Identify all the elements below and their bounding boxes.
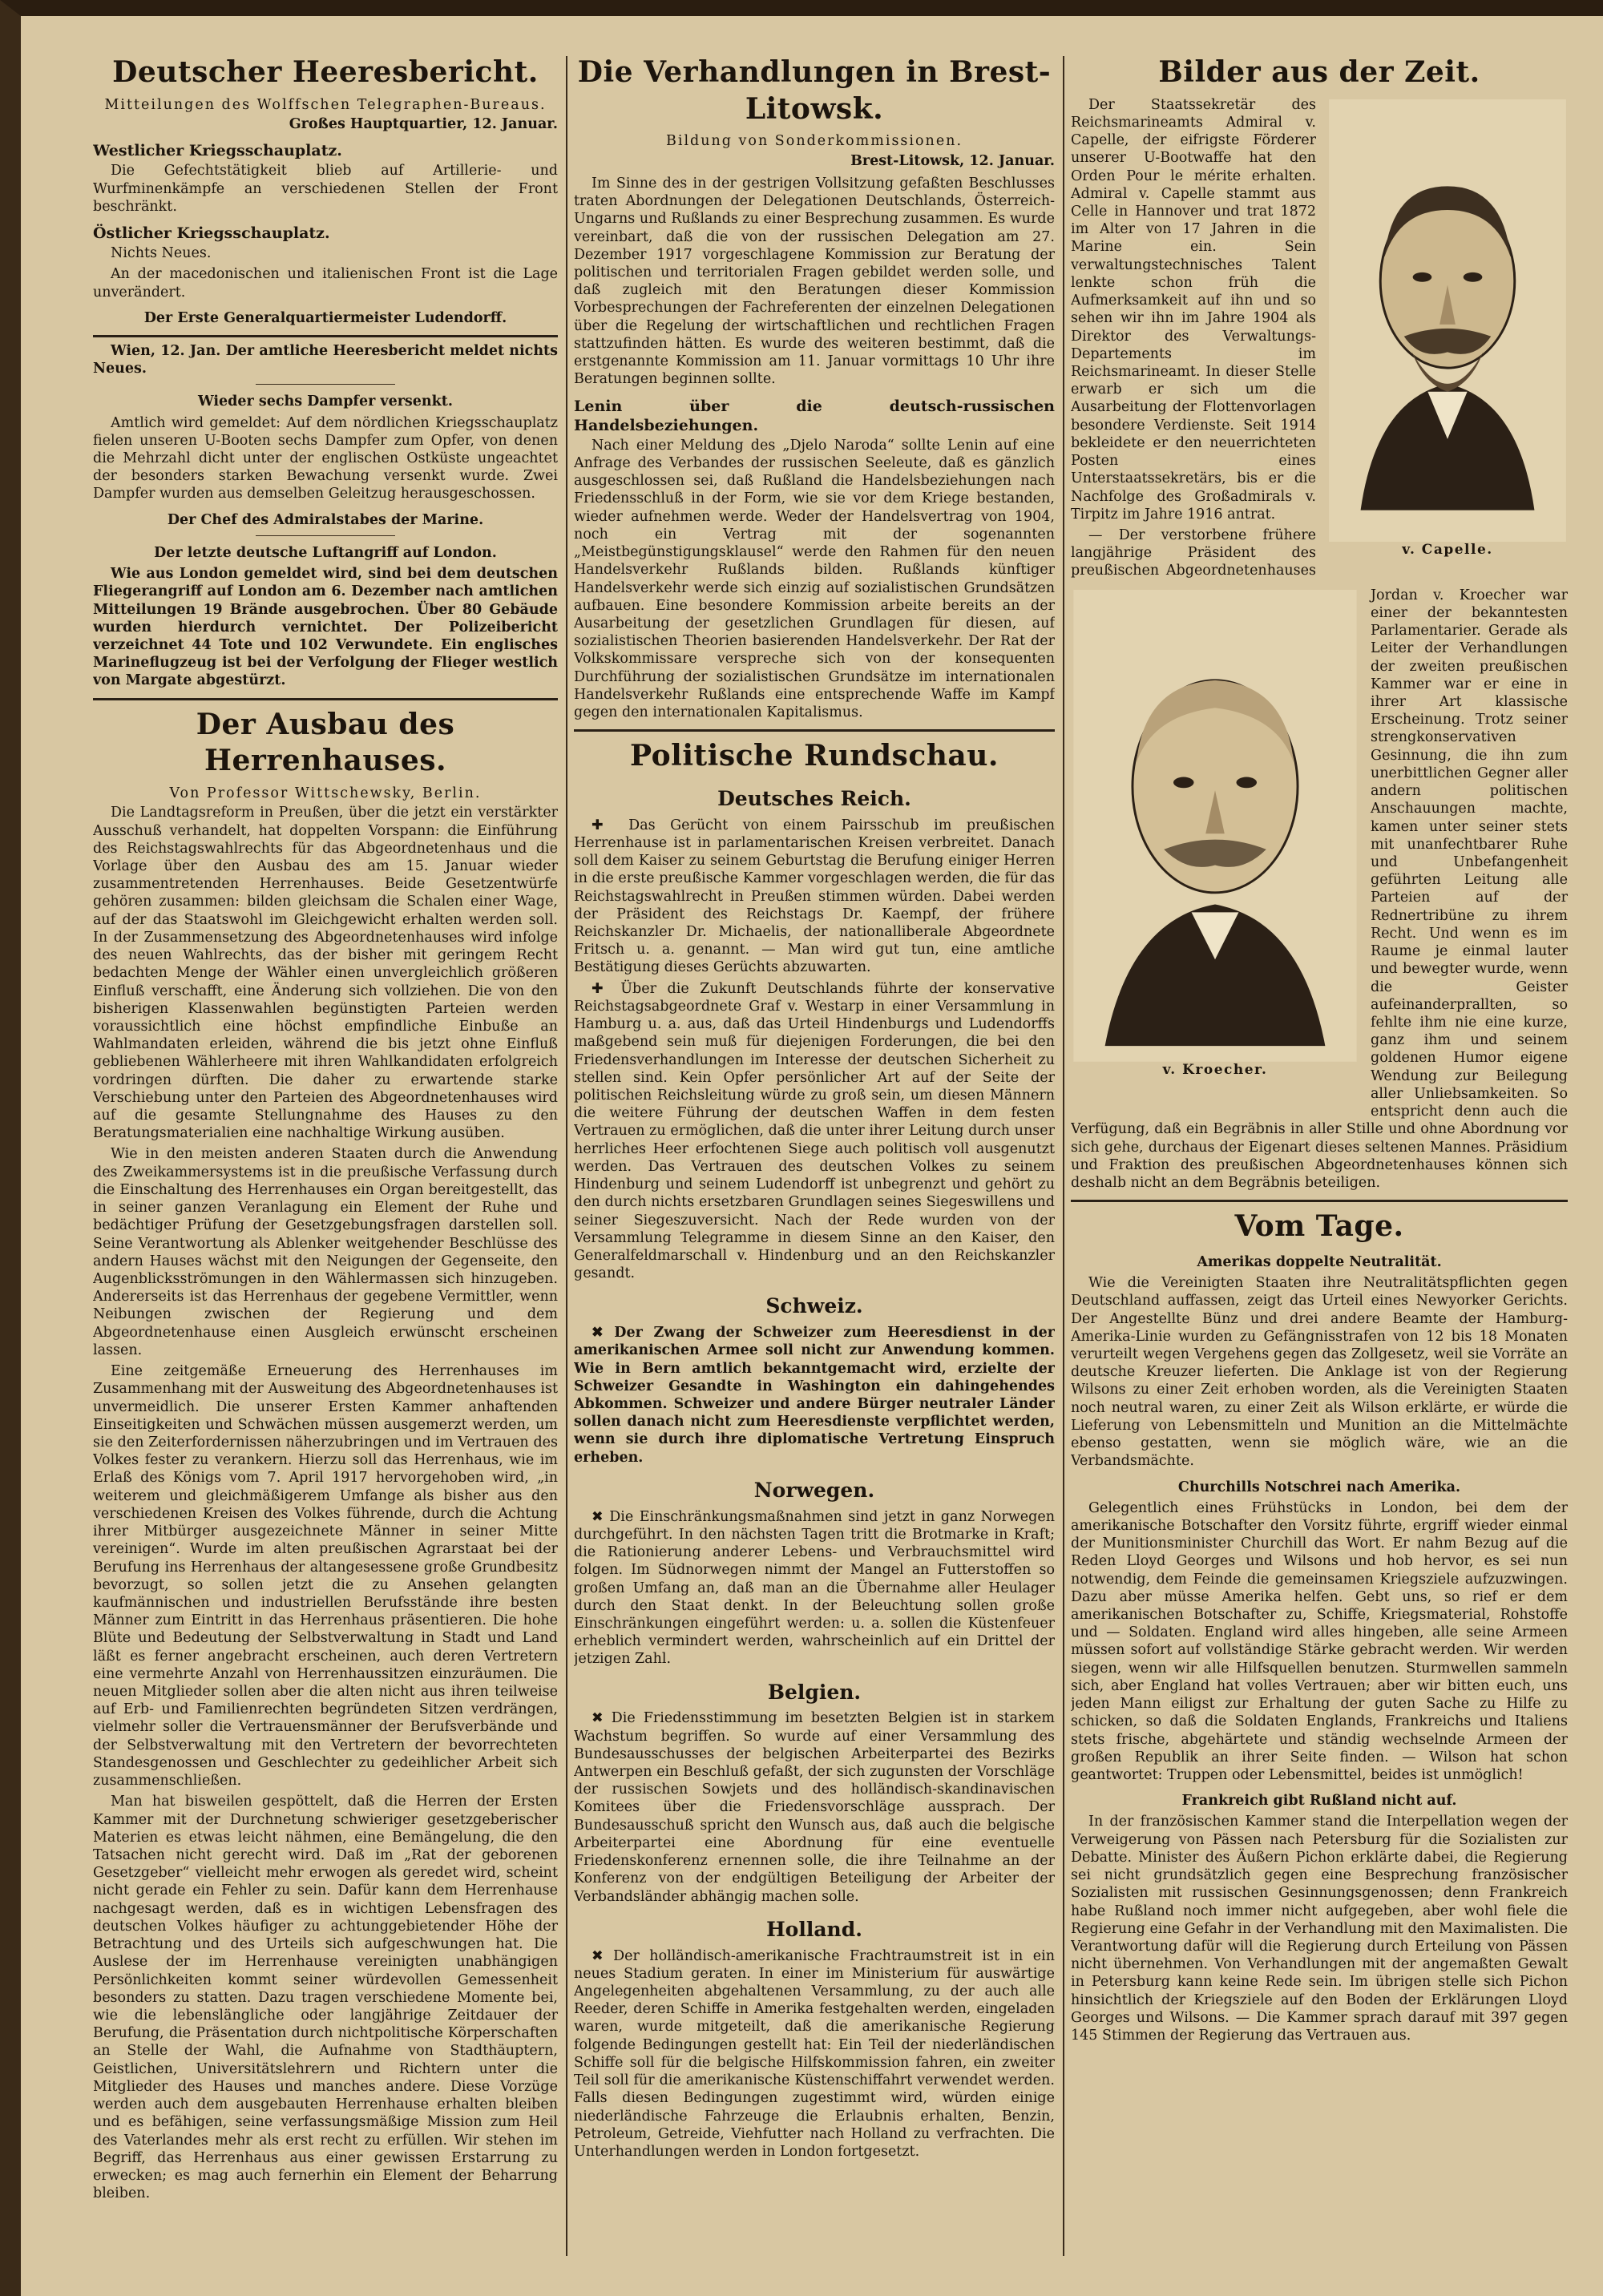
divider (256, 535, 395, 536)
brest-paragraph: Im Sinne des in der gestrigen Vollsitzung gefaßten Beschlusses traten Abordnungen der Delegationen Deutschlands, Österreich-Ungarns und Rußlands zu einer Besprechung zusammen. Es wurde vereinbart, daß die von der russischen Delegation am 27. Dezember 1917 vorgeschlagene Kommission zur Beratung der politischen und territorialen Fragen gebildet werden solle, und daß zugleich mit den Beratungen dieser Kommission Vorbesprechungen der Fachreferenten der einzelnen Delegationen über die Regelung der wirtschaftlichen und rechtlichen Fragen stattzufinden hätten. Es wurde des weiteren bestimmt, daß die erstgenannte Kommission am 11. Januar vormittags 10 Uhr ihre Beratungen beginnen sollte. (574, 175, 1055, 388)
east-front-text: Nichts Neues. (111, 245, 212, 262)
herrenhaus-headline: Der Ausbau des Herrenhauses. (196, 707, 455, 778)
brest-subhead: Bildung von Sonderkommissionen. (665, 133, 963, 150)
divider (93, 335, 558, 337)
brest-headline: Die Verhandlungen in Brest-Litowsk. (577, 55, 1052, 126)
brest-dateline: Brest-Litowsk, 12. Januar. (850, 152, 1055, 169)
column-rule (1063, 56, 1064, 2256)
dampfer-text: Amtlich wird gemeldet: Auf dem nördlichen Kriegsschauplatz fielen unseren U-Booten sechs Dampfer zum Opfer, von denen die Mehrzahl dicht unter der englischen Ostküste ungeachtet der besonders starken Bewachung versenkt wurde. Zwei Dampfer wurden aus demselben Geleitzug herausgeschossen. (93, 414, 558, 502)
rundschau-headline: Politische Rundschau. (630, 739, 999, 773)
dampfer-heading: Wieder sechs Dampfer versenkt. (198, 393, 453, 410)
holland-paragraph: ✖ Der holländisch-amerikanische Frachtraumstreit ist in ein neues Stadium geraten. In einer im Ministerium für auswärtige Angelegenheiten abgehaltenen Versammlung, zu der auch alle Reeder, deren Schiffe in Amerika festgehalten werden, eingeladen waren, wurde mitgeteilt, daß die amerikanische Regierung folgende Bedingungen gestellt hat: Ein Teil der niederländischen Schiffe soll für die belgische Hilfskommission fahren, ein zweiter Teil soll für die amerikanische Küstenschiffahrt verwendet werden. Falls diesen Bedingungen zugestimmt wird, würden einige niederländische Fahrzeuge die Erlaubnis erhalten, Benzin, Petroleum, Getreide, Viehfutter nach Holland zu verfrachten. Die Unterhandlungen werden in London fortgesetzt. (574, 1947, 1055, 2160)
herrenhaus-paragraph: Eine zeitgemäße Erneuerung des Herrenhauses im Zusammenhang mit der Ausweitung des Abgeordnetenhauses ist unvermeidlich. Die unserer Ersten Kammer anhaftenden Einseitigkeiten und Schwächen müssen ausgemerzt werden, um sie den Zeiterfordernissen näherzubringen und im Vertrauen des Volkes fester zu verankern. Hierzu soll das Herrenhaus, wie im Erlaß des Königs vom 7. April 1917 hervorgehoben wird, „in weiterem und gleichmäßigerem Umfange als bisher aus den verschiedenen Kreisen des Volkes führende, durch die Achtung ihrer Mitbürger ausgezeichnete Männer in seiner Mitte vereinigen“. Wurde im alten preußischen Agrarstaat bei der Berufung ins Herrenhaus der altangesessene große Grundbesitz bevorzugt, so sollen jetzt die zu Ansehen gelangten kaufmännischen und industriellen Berufsstände ihre besten Männer zum Eintritt in das Herrenhaus präsentieren. Die hohe Blüte und Bedeutung der Selbstverwaltung in Stadt und Land läßt es ferner angebracht erscheinen, auch deren Vertretern eine vermehrte Anzahl von Herrenhaussitzen einzuräumen. Die neuen Mitglieder sollen aber die alten nicht aus ihren teilweise auf Erb- und Familienrechten begründeten Sitzen verdrängen, vielmehr soller die Vertrauensmänner der Berufsverbände und der Selbstverwaltung mit den Vertretern der bevorrechteten Standesgenossen und Geschlechter zu gedeihlicher Arbeit sich zusammenschließen. (93, 1363, 558, 1790)
neutralitaet-paragraph: Wie die Vereinigten Staaten ihre Neutralitätspflichten gegen Deutschland auffassen, zeigt das Urteil eines Newyorker Gerichts. Der Angestellte Bünz und drei andere Beamte der Hamburg-Amerika-Linie wurden zu Gefängnisstrafen von 12 bis 18 Monaten verurteilt wegen Vergehens gegen das Zollgesetz, weil sie Vorräte an deutsche Kreuzer lieferten. Die Anklage ist von der Regierung Wilsons zu einer Zeit erhoben worden, als die Vereinigten Staaten noch neutral waren, zu einer Zeit als Wilson erklärte, er würde die Lieferung von Lebensmitteln und Munition an die Mittelmächte ebenso gestatten, wenn sie möglich wäre, wie an die Verbandsmächte. (1071, 1275, 1568, 1470)
divider (93, 698, 558, 700)
frankreich-heading: Frankreich gibt Rußland nicht auf. (1181, 1793, 1457, 1810)
admiralstab-signature: Der Chef des Admiralstabes der Marine. (167, 511, 484, 528)
herrenhaus-author: Von Professor Wittschewsky, Berlin. (169, 785, 482, 802)
kroecher-portrait (1071, 590, 1359, 1103)
divider (1071, 1200, 1568, 1202)
west-front-heading: Westlicher Kriegsschauplatz. (93, 142, 342, 160)
divider (256, 384, 395, 385)
frankreich-paragraph: In der französischen Kammer stand die Interpellation wegen der Verweigerung von Pässen nach Petersburg für die Sozialisten zur Debatte. Minister des Äußern Pichon erklärte dabei, die Regierung sei nicht grundsätzlich gegen eine Besprechung französischer Sozialisten mit russischen Gesinnungsgenossen; denn Frankreich habe Rußland noch immer nicht aufgegeben, aber wohl fiele die Regierung eine Gefahr in der Verhandlung mit den Maximalisten. Die Verantwortung dafür will die Regierung durch Erteilung von Pässen nicht übernehmen. Von Verhandlungen mit der angemaßten Gewalt in Petersburg kann keine Rede sein. Im übrigen stelle sich Pichon hinsichtlich der Kriegsziele auf den Boden der Erklärungen Lloyd Georges und Wilsons. — Die Kammer sprach darauf mit 397 gegen 145 Stimmen der Regierung das Vertrauen aus. (1071, 1814, 1568, 2044)
capelle-engraving (1327, 99, 1568, 542)
bilder-headline: Bilder aus der Zeit. (1158, 55, 1480, 89)
norwegen-heading: Norwegen. (753, 1478, 875, 1502)
macedonian-front-text: An der macedonischen und italienischen Front ist die Lage unverändert. (93, 266, 558, 301)
column-middle (574, 48, 1055, 2264)
capelle-caption: v. Capelle. (1402, 541, 1493, 558)
luftangriff-heading: Der letzte deutsche Luftangriff auf London. (154, 544, 497, 561)
norwegen-paragraph: ✖ Die Einschränkungsmaßnahmen sind jetzt in ganz Norwegen durchgeführt. In den nächsten Tagen tritt die Brotmarke in Kraft; die Rationierung anderer Lebens- und Verbrauchsmittel wird folgen. Im Südnorwegen nimmt der Mangel an Futterstoffen so großen Umfang an, daß man an die Übernahme aller Heulager durch den Staat denkt. In der Beleuchtung sollen große Einschränkungen eingeführt werden: u. a. sollen die Küstenfeuer erheblich vermindert werden, wahrscheinlich auf ein Drittel der jetzigen Zahl. (574, 1508, 1055, 1668)
herrenhaus-paragraph: Man hat bisweilen gespöttelt, daß die Herren der Ersten Kammer mit der Durchnetung schwieriger gesetzgeberischer Materien es etwas leicht nähmen, eine Bemängelung, die den Tatsachen nicht gerecht wird. Daß im „Rat der geborenen Gesetzgeber“ vielleicht mehr erwogen als geredet wird, scheint nicht gerade ein Fehler zu sein. Dafür kann dem Herrenhause nachgesagt werden, daß es in wichtigen Lebensfragen des deutschen Volkes häufiger zu achtunggebietender Höhe der Betrachtung und des Urteils sich aufgeschwungen hat. Die Auslese der im Herrenhause vereinigten unabhängigen Persönlichkeiten kommt seiner würdevollen Gemessenheit besonders zu statten. Dazu tragen verschiedene Momente bei, wie die lebenslängliche oder langjährige Zeitdauer der Berufung, die Präsentation durch nichtpolitische Körperschaften an Stelle der Wahl, die Aufnahme von Stadthäuptern, Geistlichen, Universitätslehrern und Richtern unter die Mitglieder des Hauses und manches andere. Diese Vorzüge werden auch dem ausgebauten Herrenhause erhalten bleiben und es befähigen, seine verfassungsmäßige Mission zum Heil des Vaterlandes mehr als erst recht zu erfüllen. Wir stehen im Begriff, das Herrenhaus aus einer gewissen Erstarrung zu erwecken; es mag auch fernerhin ein Element der Beharrung bleiben. (93, 1794, 558, 2202)
reich-heading: Deutsches Reich. (717, 786, 911, 810)
column-rule (566, 56, 567, 2256)
capelle-paragraph: Der Staatssekretär des Reichsmarineamts Admiral v. Capelle, der eifrigste Förderer unserer U-Bootwaffe hat den Orden Pour le mérite erhalten. Admiral v. Capelle stammt aus Celle in Hannover und trat 1872 im Alter von 17 Jahren in die Marine ein. Sein verwaltungstechnisches Talent lenkte schon früh die Aufmerksamkeit auf ihn und so sehen wir ihn im Jahre 1904 als Direktor des Verwaltungs-Departements im Reichsmarineamt. In dieser Stelle erwarb er sich um die Ausarbeitung der Flottenvorlagen besondere Verdienste. Seit 1914 bekleidete er den neuerrichteten Posten eines Unterstaatssekretärs, bis er die Nachfolge des Großadmirals v. Tirpitz im Jahre 1916 antrat. (1071, 96, 1316, 523)
column-right (1071, 48, 1568, 2264)
neutralitaet-heading: Amerikas doppelte Neutralität. (1197, 1253, 1442, 1270)
divider (574, 729, 1055, 732)
belgien-paragraph: ✖ Die Friedensstimmung im besetzten Belgien ist in starkem Wachstum begriffen. So wurde auf einer Versammlung des Bundesausschusses der belgischen Arbeiterpartei des Bezirks Antwerpen ein Beschluß gefaßt, der sich zugunsten der Vorschläge der russischen Sowjets und des holländisch-skandinavischen Komitees über die Friedensvorschläge aussprach. Der Bundesausschuß spricht den Wunsch aus, daß auch die belgische Arbeiterpartei eine Abordnung für eine eventuelle Friedenskonferenz ernennen solle, die ihre Teilnahme an der Konferenz von der endgültigen Beteiligung der Arbeiter der Verbandsländer abhängig machen solle. (574, 1710, 1055, 1905)
heeresbericht-headline: Deutscher Heeresbericht. (112, 55, 539, 89)
reich-paragraph: ✚ Über die Zukunft Deutschlands führte der konservative Reichstagsabgeordnete Graf v. Westarp in einer Versammlung in Hamburg u. a. aus, daß das Urteil Hindenburgs und Ludendorffs maßgebend sein muß für diejenigen Forderungen, die bei den Friedensverhandlungen im Interesse der deutschen Sicherheit zu stellen sind. Kein Opfer persönlicher Art auf der Seite der politischen Reichsleitung würde zu groß sein, um diesen Männern die weitere Führung der deutschen Waffen in dem festen Vertrauen zu ermöglichen, daß die unter ihrer Leitung durch unser herrliches Heer erfochtenen Siege auch politisch voll ausgenutzt werden. Das Vertrauen des deutschen Volkes zu seinem Hindenburg und seinem Ludendorff ist unbegrenzt und gehört zu den durch nichts ersetzbaren Grundlagen seines Siegeswillens und seiner Siegeszuversicht. Nach der Rede wurden von der Versammlung Telegramme in diesem Sinne an den Kaiser, den Generalfeldmarschall v. Hindenburg und an den Reichskanzler gesandt. (574, 980, 1055, 1282)
wien-report: Wien, 12. Jan. Der amtliche Heeresbericht meldet nichts Neues. (93, 342, 558, 377)
kroecher-paragraph: — Der verstorbene frühere langjährige Präsident des preußischen Abgeordnetenhauses Jordan v. Kroecher war einer der bekanntesten Parlamentarier. Gerade als Leiter der Verhandlungen der zweiten preußischen Kammer war er eine in ihrer Art klassische Erscheinung. Trotz seiner strengkonservativen Gesinnung, die ihn zum unerbittlichen Gegner aller andern politischen Anschauungen machte, kamen unter seiner stets mit unanfechtbarer Ruhe und Unbefangenheit geführten Leitung alle Parteien auf der Rednertribüne zu ihrem Recht. Und wenn es im Raume je einmal lauter und bewegter wurde, wenn die Geister aufeinanderprallten, so fehlte ihm nie eine kurze, ganz ihm und seinem goldenen Humor eigene Wendung zur Beilegung aller Unliebsamkeiten. So entspricht denn auch die Verfügung, daß ein Begräbnis in aller Stille und ohne Abordnung vor sich gehe, durchaus der Eigenart dieses seltenen Mannes. Präsidium und Fraktion des preußischen Abgeordnetenhauses können sich deshalb nicht an dem Begräbnis beteiligen. (1071, 527, 1568, 1191)
herrenhaus-paragraph: Wie in den meisten anderen Staaten durch die Anwendung des Zweikammersystems ist in die preußische Verfassung durch die Einschaltung des Herrenhauses ein Organ bereitgestellt, das in seiner ganzen Veranlagung ein Element der Ruhe und bedächtiger Prüfung der Gesetzgebungsfragen darstellen soll. Seine Verantwortung als Ablenker weitgehender Beschlüsse des andern Hauses wächst mit den Neigungen der Gegenseite, den Augenblicksströmungen in den Wählermassen sich hinzugeben. Andererseits ist das Herrenhaus der gegebene Vermittler, wenn Neibungen zwischen der Regierung und dem Abgeordnetenhause einen Ausgleich erwünscht erscheinen lassen. (93, 1146, 558, 1358)
belgien-heading: Belgien. (767, 1680, 862, 1704)
luftangriff-text: Wie aus London gemeldet wird, sind bei dem deutschen Fliegerangriff auf London am 6. Dezember nach amtlichen Mitteilungen 19 Brände ausgebrochen. Über 80 Gebäude wurden hierdurch vernichtet. Der Polizeibericht verzeichnet 44 Tote und 102 Verwundete. Ein englisches Marineflugzeug ist bei der Verfolgung der Flieger westlich von Margate abgestürzt. (93, 566, 558, 689)
herrenhaus-paragraph: Die Landtagsreform in Preußen, über die jetzt ein verstärkter Ausschuß verhandelt, hat doppelten Vorspann: die Einführung des Reichstagswahlrechts für das Abgeordnetenhaus und die Vorlage über den Ausbau des am 15. Januar wieder zusammentretenden Herrenhauses. Beide Gesetzentwürfe gehören zusammen: bilden gleichsam die Schalen einer Wage, auf der das Staatswohl im Gleichgewicht erhalten werden soll. In der Zusammensetzung des Abgeordnetenhauses wird infolge des neuen Wahlrechts, das der bisher mit geringem Recht bedachten Menge der Wähler einen unvergleichlich größeren Einfluß verschafft, eine Änderung sich vollziehen. Die von den bisherigen Klassenwahlen begünstigten Parteien werden voraussichtlich eine höchst empfindliche Einbuße an Wahlmandaten erleiden, während die bis jetzt ohne Einfluß gebliebenen Wählerheere mit ihren Wahlkandidaten erfolgreich vordringen dürften. Die daher zu erwartende starke Verschiebung unter den Parteien des Abgeordnetenhauses wird auf die gesamte Stellungnahme des Hauses zu den Beratungsmaterialien eine nachhaltige Wirkung ausüben. (93, 805, 558, 1142)
schweiz-heading: Schweiz. (765, 1294, 863, 1318)
ludendorff-signature: Der Erste Generalquartiermeister Ludendorff. (143, 309, 507, 326)
churchill-paragraph: Gelegentlich eines Frühstücks in London, bei dem der amerikanische Botschafter den Vorsitz führte, ergriff wieder einmal der Munitionsminister Churchill das Wort. Er nahm Bezug auf die Reden Lloyd Georges und Wilsons und hob hervor, es sei nun notwendig, dem Feinde die gemeinsamen Kriegsziele aufzuzwingen. Dazu aber müsse Amerika helfen. Gebt uns, so rief er dem amerikanischen Botschafter zu, Schiffe, Kriegsmaterial, Rohstoffe und — Soldaten. England wird alles hingeben, alle seine Armeen müssen sofort auf vollständige Stärke gebracht werden. Wir werden siegen, wenn wir alle Hilfsquellen benutzen. Sturmwellen sammeln sich, aber England hat volles Vertrauen; aber wir bitten euch, uns jeden Mann eiligst zur Erhaltung der guten Sache zu Hilfe zu schicken, so daß die Soldaten Englands, Frankreichs und Italiens stets frische, abgehärtete und ständig wechselnde Armeen der großen Republik an ihrer Seite finden. — Wilson hat schon geantwortet: Truppen oder Lebensmittel, beides ist unmöglich! (1071, 1499, 1568, 1783)
holland-heading: Holland. (766, 1917, 862, 1941)
kroecher-caption: v. Kroecher. (1162, 1061, 1268, 1078)
west-front-text: Die Gefechtstätigkeit blieb auf Artillerie- und Wurfminenkämpfe an verschiedenen Stellen der Front beschränkt. (93, 163, 558, 215)
heeresbericht-source: Mitteilungen des Wolffschen Telegraphen-Bureaus. (104, 96, 547, 113)
kroecher-engraving (1071, 590, 1359, 1062)
schweiz-paragraph: ✖ Der Zwang der Schweizer zum Heeresdienst in der amerikanischen Armee soll nicht zur Anwendung kommen. Wie in Bern amtlich bekanntgemacht wird, erzielte der Schweizer Gesandte in Washington ein dahingehendes Abkommen. Schweizer und andere Bürger neutraler Länder sollen danach nicht zum Heeresdienste verpflichtet werden, wenn sie durch ihre diplomatische Vertretung Einspruch erheben. (574, 1325, 1055, 1466)
capelle-portrait (1327, 99, 1568, 580)
east-front-heading: Östlicher Kriegsschauplatz. (93, 224, 330, 242)
heeresbericht-dateline: Großes Hauptquartier, 12. Januar. (289, 115, 558, 132)
reich-paragraph: ✚ Das Gerücht von einem Pairsschub im preußischen Herrenhause ist in parlamentarischen Kreisen verbreitet. Danach soll dem Kaiser zu seinem Geburtstag die Berufung einiger Herren in die erste preußische Kammer vorgeschlagen werden, die für das Reichstagswahlrecht in Preußen stimmen würden. Dabei werden der Präsident des Reichstags Dr. Kaempf, der frühere Reichskanzler Dr. Michaelis, der nationalliberale Abgeordnete Fritsch u. a. genannt. — Man wird gut tun, eine amtliche Bestätigung dieses Gerüchts abzuwarten. (574, 817, 1055, 976)
vomtage-headline: Vom Tage. (1234, 1209, 1404, 1244)
lenin-heading: Lenin über die deutsch-russischen Handelsbeziehungen. (574, 397, 1055, 434)
churchill-heading: Churchills Notschrei nach Amerika. (1177, 1479, 1461, 1495)
column-left (93, 48, 558, 2264)
lenin-paragraph: Nach einer Meldung des „Djelo Naroda“ sollte Lenin auf eine Anfrage des Verbandes der russischen Seeleute, daß es gänzlich ausgeschlossen sei, daß Rußland die Handelsbeziehungen nach Friedensschluß in der Form, wie sie vor dem Kriege bestanden, wieder aufnehmen werde. Weder der Handelsvertrag von 1904, noch ein Vertrag mit der sogenannten „Meistbegünstigungsklausel“ werde den Rahmen für den neuen Handelsverkehr Rußlands bilden. Rußlands künftiger Handelsverkehr werde sich einzig auf sozialistischen Grundsätzen aufbauen. Eine besondere Kommission arbeite bereits an der Ausarbeitung der gesetzlichen Grundlagen für diesen, auf sozialistischen Theorien basierenden Handelsverkehr. Der Rat der Volkskommissare verspreche sich von der konsequenten Durchführung der sozialistischen Grundsätze im internationalen Handelsverkehr Rußlands eine entsprechende Waffe im Kampf gegen den internationalen Kapitalismus. (574, 437, 1055, 721)
